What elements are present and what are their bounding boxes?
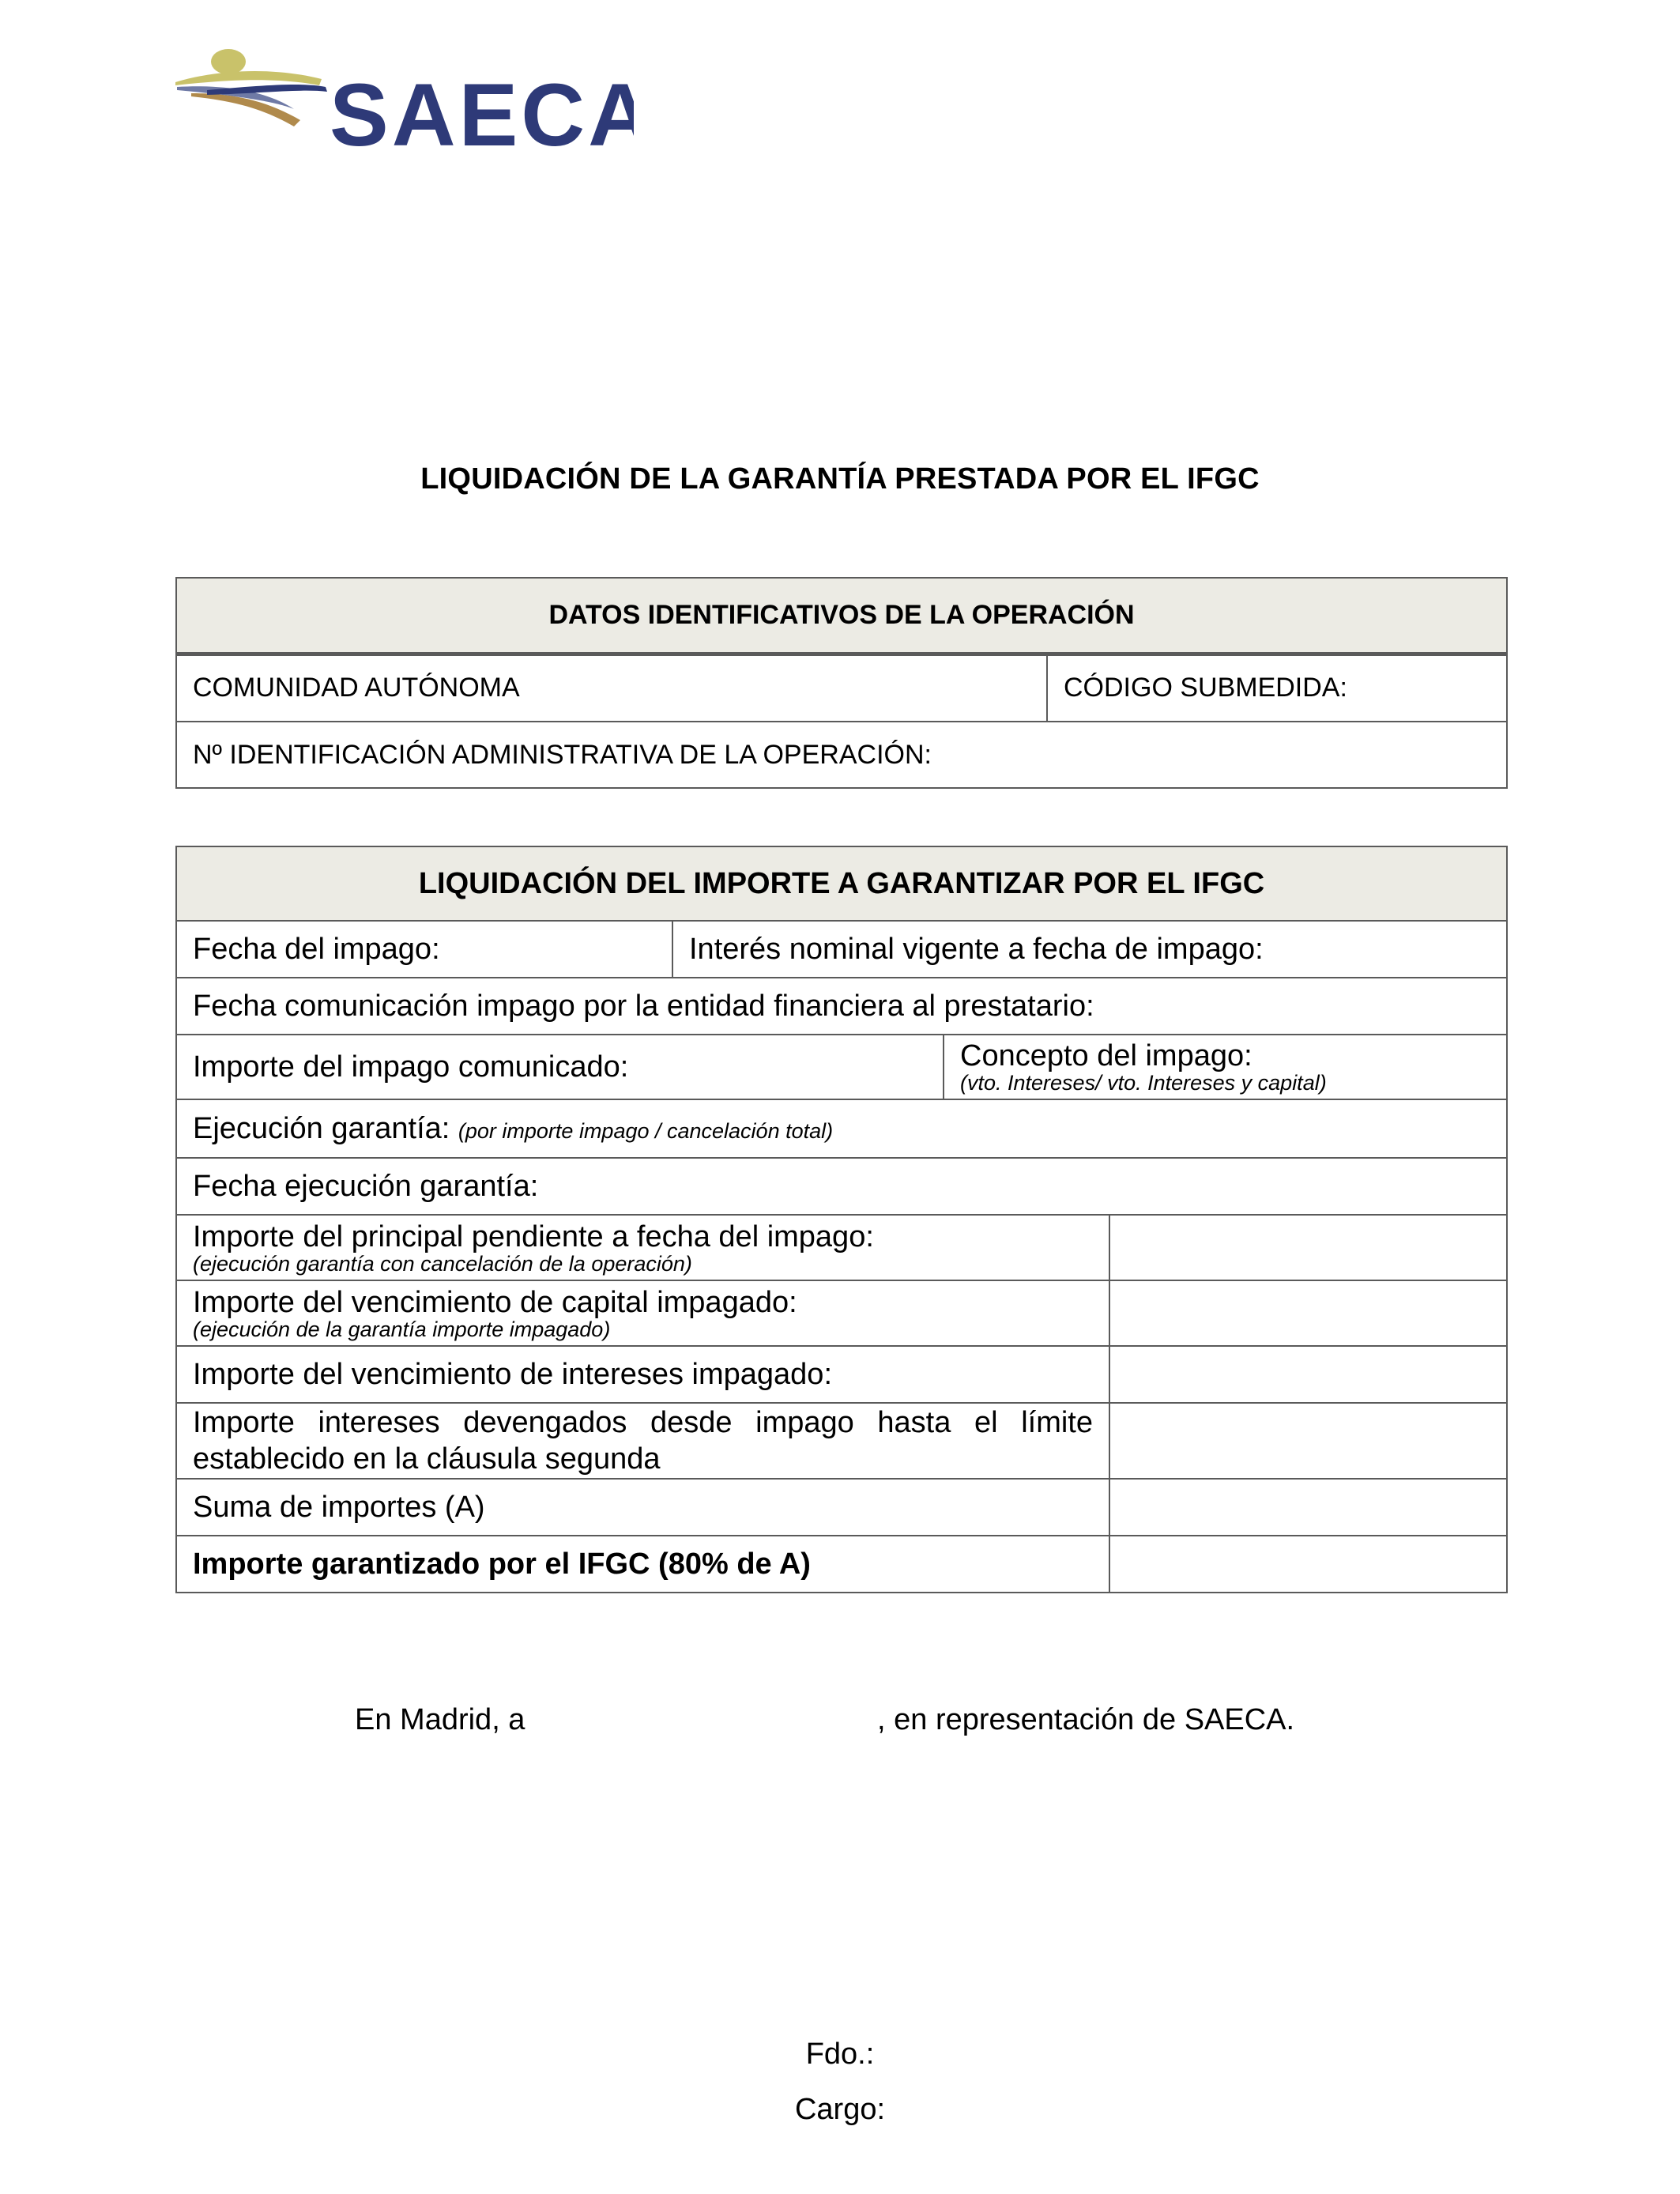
logo-swoosh-bronze	[191, 93, 300, 126]
fecha-impago-field[interactable]: Fecha del impago:	[176, 921, 672, 978]
saeca-logo-graphic	[175, 44, 634, 155]
concepto-impago-hint: (vto. Intereses/ vto. Intereses y capital)	[960, 1071, 1327, 1095]
vencimiento-intereses-label: Importe del vencimiento de intereses impagado:	[176, 1346, 1109, 1403]
principal-pendiente-value[interactable]	[1109, 1215, 1507, 1280]
suma-importes-label: Suma de importes (A)	[176, 1479, 1109, 1536]
saeca-logo	[175, 44, 634, 155]
concepto-impago-field[interactable]	[944, 1035, 1507, 1099]
logo-swoosh-gold	[175, 71, 322, 85]
vencimiento-capital-hint: (ejecución de la garantía importe impagado)	[193, 1317, 611, 1341]
operation-data-header: DATOS IDENTIFICATIVOS DE LA OPERACIÓN	[176, 578, 1507, 654]
principal-pendiente-label: Importe del principal pendiente a fecha del impago:	[193, 1220, 874, 1253]
codigo-submedida-field[interactable]: CÓDIGO SUBMEDIDA:	[1047, 654, 1507, 722]
importe-garantizado-label: Importe garantizado por el IFGC (80% de A)	[176, 1536, 1109, 1593]
ejecucion-garantia-hint: (por importe impago / cancelación total)	[458, 1118, 834, 1143]
position-label: Cargo:	[794, 2093, 886, 2126]
document-title: LIQUIDACIÓN DE LA GARANTÍA PRESTADA POR EL IFGC	[420, 462, 1260, 496]
signature-label: Fdo.:	[805, 2038, 875, 2071]
vencimiento-capital-value[interactable]	[1109, 1280, 1507, 1346]
importe-comunicado-field[interactable]: Importe del impago comunicado:	[176, 1035, 944, 1099]
suma-importes-value[interactable]	[1109, 1479, 1507, 1536]
representation-text: , en representación de SAECA.	[877, 1703, 1295, 1736]
operation-data-table	[175, 577, 1508, 789]
liquidation-table	[175, 846, 1508, 1593]
liquidation-header: LIQUIDACIÓN DEL IMPORTE A GARANTIZAR POR EL IFGC	[176, 846, 1507, 921]
vencimiento-capital-label-cell	[176, 1280, 1109, 1346]
ejecucion-garantia-label: Ejecución garantía:	[193, 1111, 450, 1145]
logo-wordmark: SAECA	[330, 66, 634, 155]
ejecucion-garantia-field[interactable]	[176, 1099, 1507, 1158]
intereses-devengados-label: Importe intereses devengados desde impago hasta el límite establecido en la cláusula segunda	[176, 1403, 1109, 1479]
importe-garantizado-value[interactable]	[1109, 1536, 1507, 1593]
place-date-prefix: En Madrid, a	[355, 1703, 525, 1736]
intereses-devengados-value[interactable]	[1109, 1403, 1507, 1479]
fecha-ejecucion-field[interactable]: Fecha ejecución garantía:	[176, 1158, 1507, 1215]
logo-swoosh-navy	[207, 85, 327, 95]
fecha-comunicacion-field[interactable]: Fecha comunicación impago por la entidad financiera al prestatario:	[176, 978, 1507, 1035]
vencimiento-intereses-value[interactable]	[1109, 1346, 1507, 1403]
identificacion-administrativa-field[interactable]: Nº IDENTIFICACIÓN ADMINISTRATIVA DE LA OPERACIÓN:	[176, 722, 1507, 788]
vencimiento-capital-label: Importe del vencimiento de capital impagado:	[193, 1285, 797, 1319]
logo-sun-icon	[211, 49, 246, 74]
principal-pendiente-label-cell	[176, 1215, 1109, 1280]
concepto-impago-label: Concepto del impago:	[960, 1039, 1252, 1072]
interes-nominal-field[interactable]: Interés nominal vigente a fecha de impago:	[672, 921, 1507, 978]
comunidad-autonoma-field[interactable]: COMUNIDAD AUTÓNOMA	[176, 654, 1047, 722]
principal-pendiente-hint: (ejecución garantía con cancelación de la operación)	[193, 1251, 692, 1276]
